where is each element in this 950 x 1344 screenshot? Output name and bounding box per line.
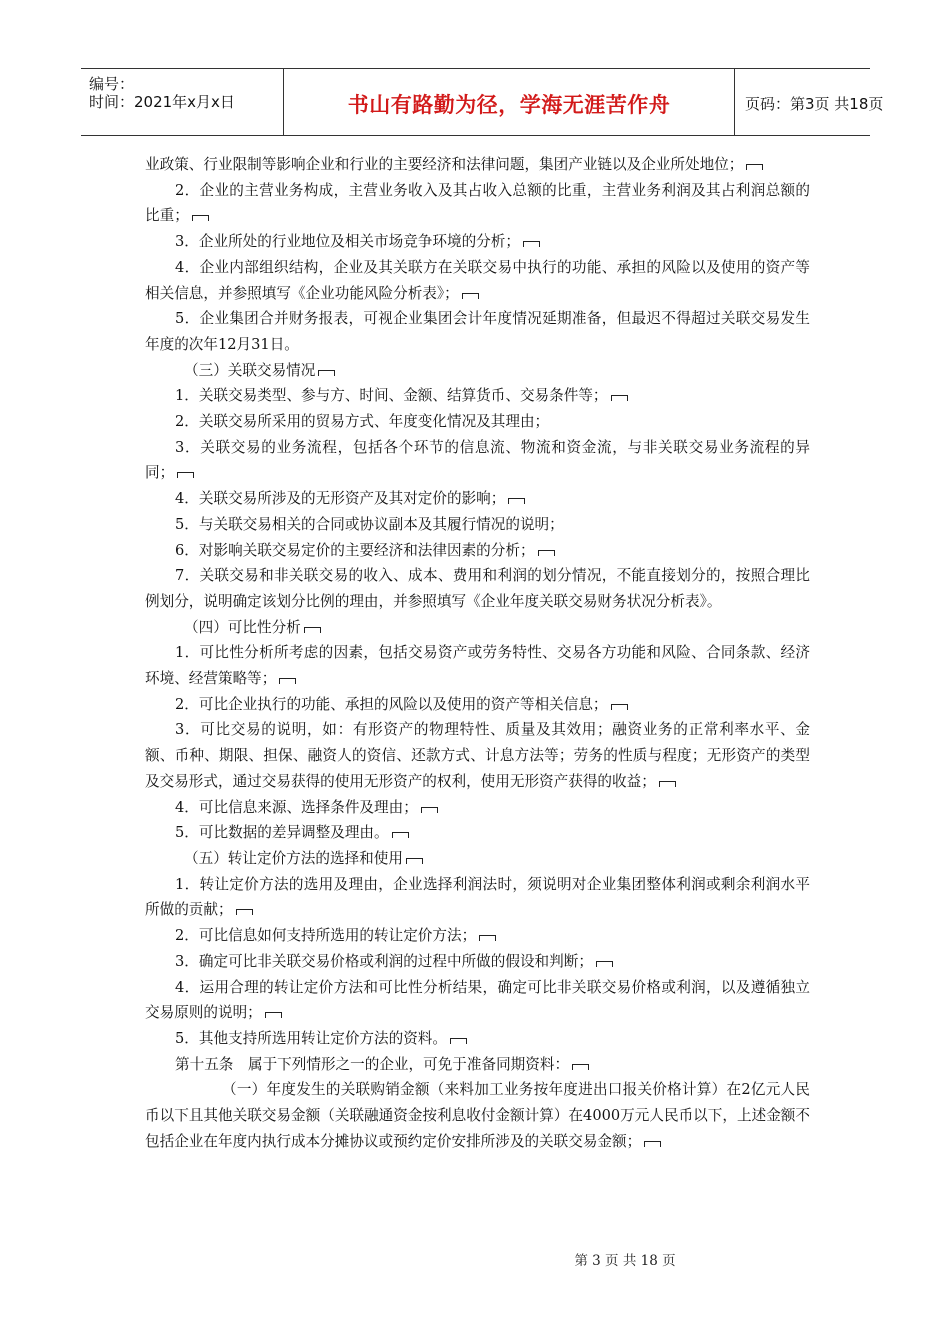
page-header: [81, 68, 884, 136]
body-paragraph: [145, 358, 810, 384]
paragraph-text: 4．可比信息来源、选择条件及理由；: [175, 798, 418, 816]
body-paragraph: [145, 615, 810, 641]
page-footer: 第 3 页 共 18 页: [574, 1253, 676, 1269]
document-body: [145, 152, 810, 1154]
paragraph-text: 4．关联交易所涉及的无形资产及其对定价的影响；: [175, 490, 506, 508]
paragraph-text: 7．关联交易和非关联交易的收入、成本、费用和利润的划分情况，不能直接划分的，按照合理比例划分，说明确定该划分比例的理由，并参照填写《企业年度关联交易财务状况分析表》。: [145, 567, 810, 610]
paragraph-text: 2．企业的主营业务构成，主营业务收入及其占收入总额的比重，主营业务利润及其占利润总额的比重；: [145, 181, 810, 225]
paragraph-end-mark-icon: [236, 909, 253, 915]
body-paragraph: [145, 1026, 810, 1052]
document-date-label: 时间：2021年x月x日: [89, 93, 235, 111]
body-paragraph: [145, 383, 810, 409]
paragraph-end-mark-icon: [318, 370, 335, 376]
paragraph-text: 4．运用合理的转让定价方法和可比性分析结果，确定可比非关联交易价格或利润，以及遵循独立交易原则的说明；: [145, 978, 810, 1022]
body-paragraph: [145, 409, 810, 435]
paragraph-end-mark-icon: [450, 1038, 467, 1044]
paragraph-end-mark-icon: [659, 781, 676, 787]
paragraph-text: 1．转让定价方法的选用及理由，企业选择利润法时，须说明对企业集团整体利润或剩余利润水平所做的贡献；: [145, 875, 810, 919]
body-paragraph: [145, 846, 810, 872]
paragraph-end-mark-icon: [392, 832, 409, 838]
paragraph-end-mark-icon: [611, 395, 628, 401]
paragraph-text: 3．可比交易的说明，如：有形资产的物理特性、质量及其效用；融资业务的正常利率水平、金额、币种、期限、担保、融资人的资信、还款方式、计息方法等；劳务的性质与程度；无形资产的类型及交易形式，通过交易获得的使用无形资产的权利，使用无形资产获得的收益；: [145, 721, 810, 790]
paragraph-end-mark-icon: [596, 961, 613, 967]
body-paragraph: [145, 820, 810, 846]
paragraph-text: （一）年度发生的关联购销金额（来料加工业务按年度进出口报关价格计算）在2亿元人民币以下且其他关联交易金额（关联融通资金按利息收付金额计算）在4000万元人民币以下，上述金额不包括企业在年度内执行成本分摊协议或预约定价安排所涉及的关联交易金额；: [145, 1081, 810, 1150]
paragraph-end-mark-icon: [746, 164, 763, 170]
paragraph-end-mark-icon: [265, 1012, 282, 1018]
header-page-cell: [735, 69, 884, 135]
body-paragraph: [145, 949, 810, 975]
paragraph-text: （五）转让定价方法的选择和使用: [184, 849, 403, 867]
paragraph-end-mark-icon: [406, 858, 423, 864]
paragraph-end-mark-icon: [572, 1064, 589, 1070]
paragraph-text: （三）关联交易情况: [184, 361, 316, 379]
paragraph-end-mark-icon: [644, 1141, 661, 1147]
paragraph-text: 5．其他支持所选用转让定价方法的资料。: [175, 1029, 447, 1047]
body-paragraph: [145, 486, 810, 512]
paragraph-text: 2．可比企业执行的功能、承担的风险以及使用的资产等相关信息；: [175, 695, 608, 713]
paragraph-end-mark-icon: [611, 704, 628, 710]
paragraph-text: 6．对影响关联交易定价的主要经济和法律因素的分析；: [175, 541, 535, 559]
body-paragraph: [145, 795, 810, 821]
body-paragraph: [145, 229, 810, 255]
paragraph-text: 5．可比数据的差异调整及理由。: [175, 824, 389, 842]
paragraph-text: 业政策、行业限制等影响企业和行业的主要经济和法律问题，集团产业链以及企业所处地位；: [145, 156, 744, 173]
paragraph-text: 3．关联交易的业务流程，包括各个环节的信息流、物流和资金流，与非关联交易业务流程的异同；: [145, 438, 810, 482]
paragraph-end-mark-icon: [177, 472, 194, 478]
paragraph-text: （四）可比性分析: [184, 618, 301, 636]
header-motto: 书山有路勤为径，学海无涯苦作舟: [347, 93, 671, 117]
body-paragraph: [145, 306, 810, 357]
paragraph-text: 3．企业所处的行业地位及相关市场竞争环境的分析；: [175, 233, 520, 251]
document-number-label: 编号：: [89, 75, 135, 93]
body-paragraph: [145, 435, 810, 486]
body-paragraph: [145, 692, 810, 718]
paragraph-end-mark-icon: [304, 627, 321, 633]
paragraph-text: 2．关联交易所采用的贸易方式、年度变化情况及其理由；: [175, 413, 550, 431]
body-paragraph: [145, 975, 810, 1026]
body-paragraph: [145, 512, 810, 538]
body-paragraph: [145, 178, 810, 229]
paragraph-text: 1．可比性分析所考虑的因素，包括交易资产或劳务特性、交易各方功能和风险、合同条款、经济环境、经营策略等；: [145, 644, 810, 688]
paragraph-end-mark-icon: [523, 241, 540, 247]
paragraph-text: 3．确定可比非关联交易价格或利润的过程中所做的假设和判断；: [175, 952, 593, 970]
body-paragraph: [145, 640, 810, 691]
paragraph-end-mark-icon: [508, 498, 525, 504]
paragraph-text: 1．关联交易类型、参与方、时间、金额、结算货币、交易条件等；: [175, 387, 608, 405]
header-page-number: 页码：第3页 共18页: [745, 95, 884, 113]
paragraph-end-mark-icon: [479, 935, 496, 941]
body-paragraph: [145, 152, 810, 178]
paragraph-end-mark-icon: [192, 215, 209, 221]
paragraph-end-mark-icon: [279, 678, 296, 684]
header-meta-cell: [81, 69, 284, 135]
body-paragraph: [145, 563, 810, 614]
body-paragraph: [145, 538, 810, 564]
paragraph-end-mark-icon: [538, 550, 555, 556]
body-paragraph: [145, 717, 810, 794]
paragraph-end-mark-icon: [421, 807, 438, 813]
paragraph-text: 4．企业内部组织结构，企业及其关联方在关联交易中执行的功能、承担的风险以及使用的资产等相关信息，并参照填写《企业功能风险分析表》；: [145, 258, 810, 302]
paragraph-text: 5．与关联交易相关的合同或协议副本及其履行情况的说明；: [175, 515, 564, 533]
header-motto-cell: [284, 69, 735, 135]
paragraph-text: 第十五条 属于下列情形之一的企业，可免于准备同期资料：: [175, 1055, 570, 1073]
paragraph-end-mark-icon: [462, 293, 479, 299]
body-paragraph: [145, 923, 810, 949]
body-paragraph: [145, 1077, 810, 1154]
body-paragraph: [145, 872, 810, 923]
paragraph-text: 5．企业集团合并财务报表，可视企业集团会计年度情况延期准备，但最迟不得超过关联交易发生年度的次年12月31日。: [145, 310, 810, 353]
body-paragraph: [145, 255, 810, 306]
paragraph-text: 2．可比信息如何支持所选用的转让定价方法；: [175, 927, 477, 945]
body-paragraph: [145, 1052, 810, 1078]
